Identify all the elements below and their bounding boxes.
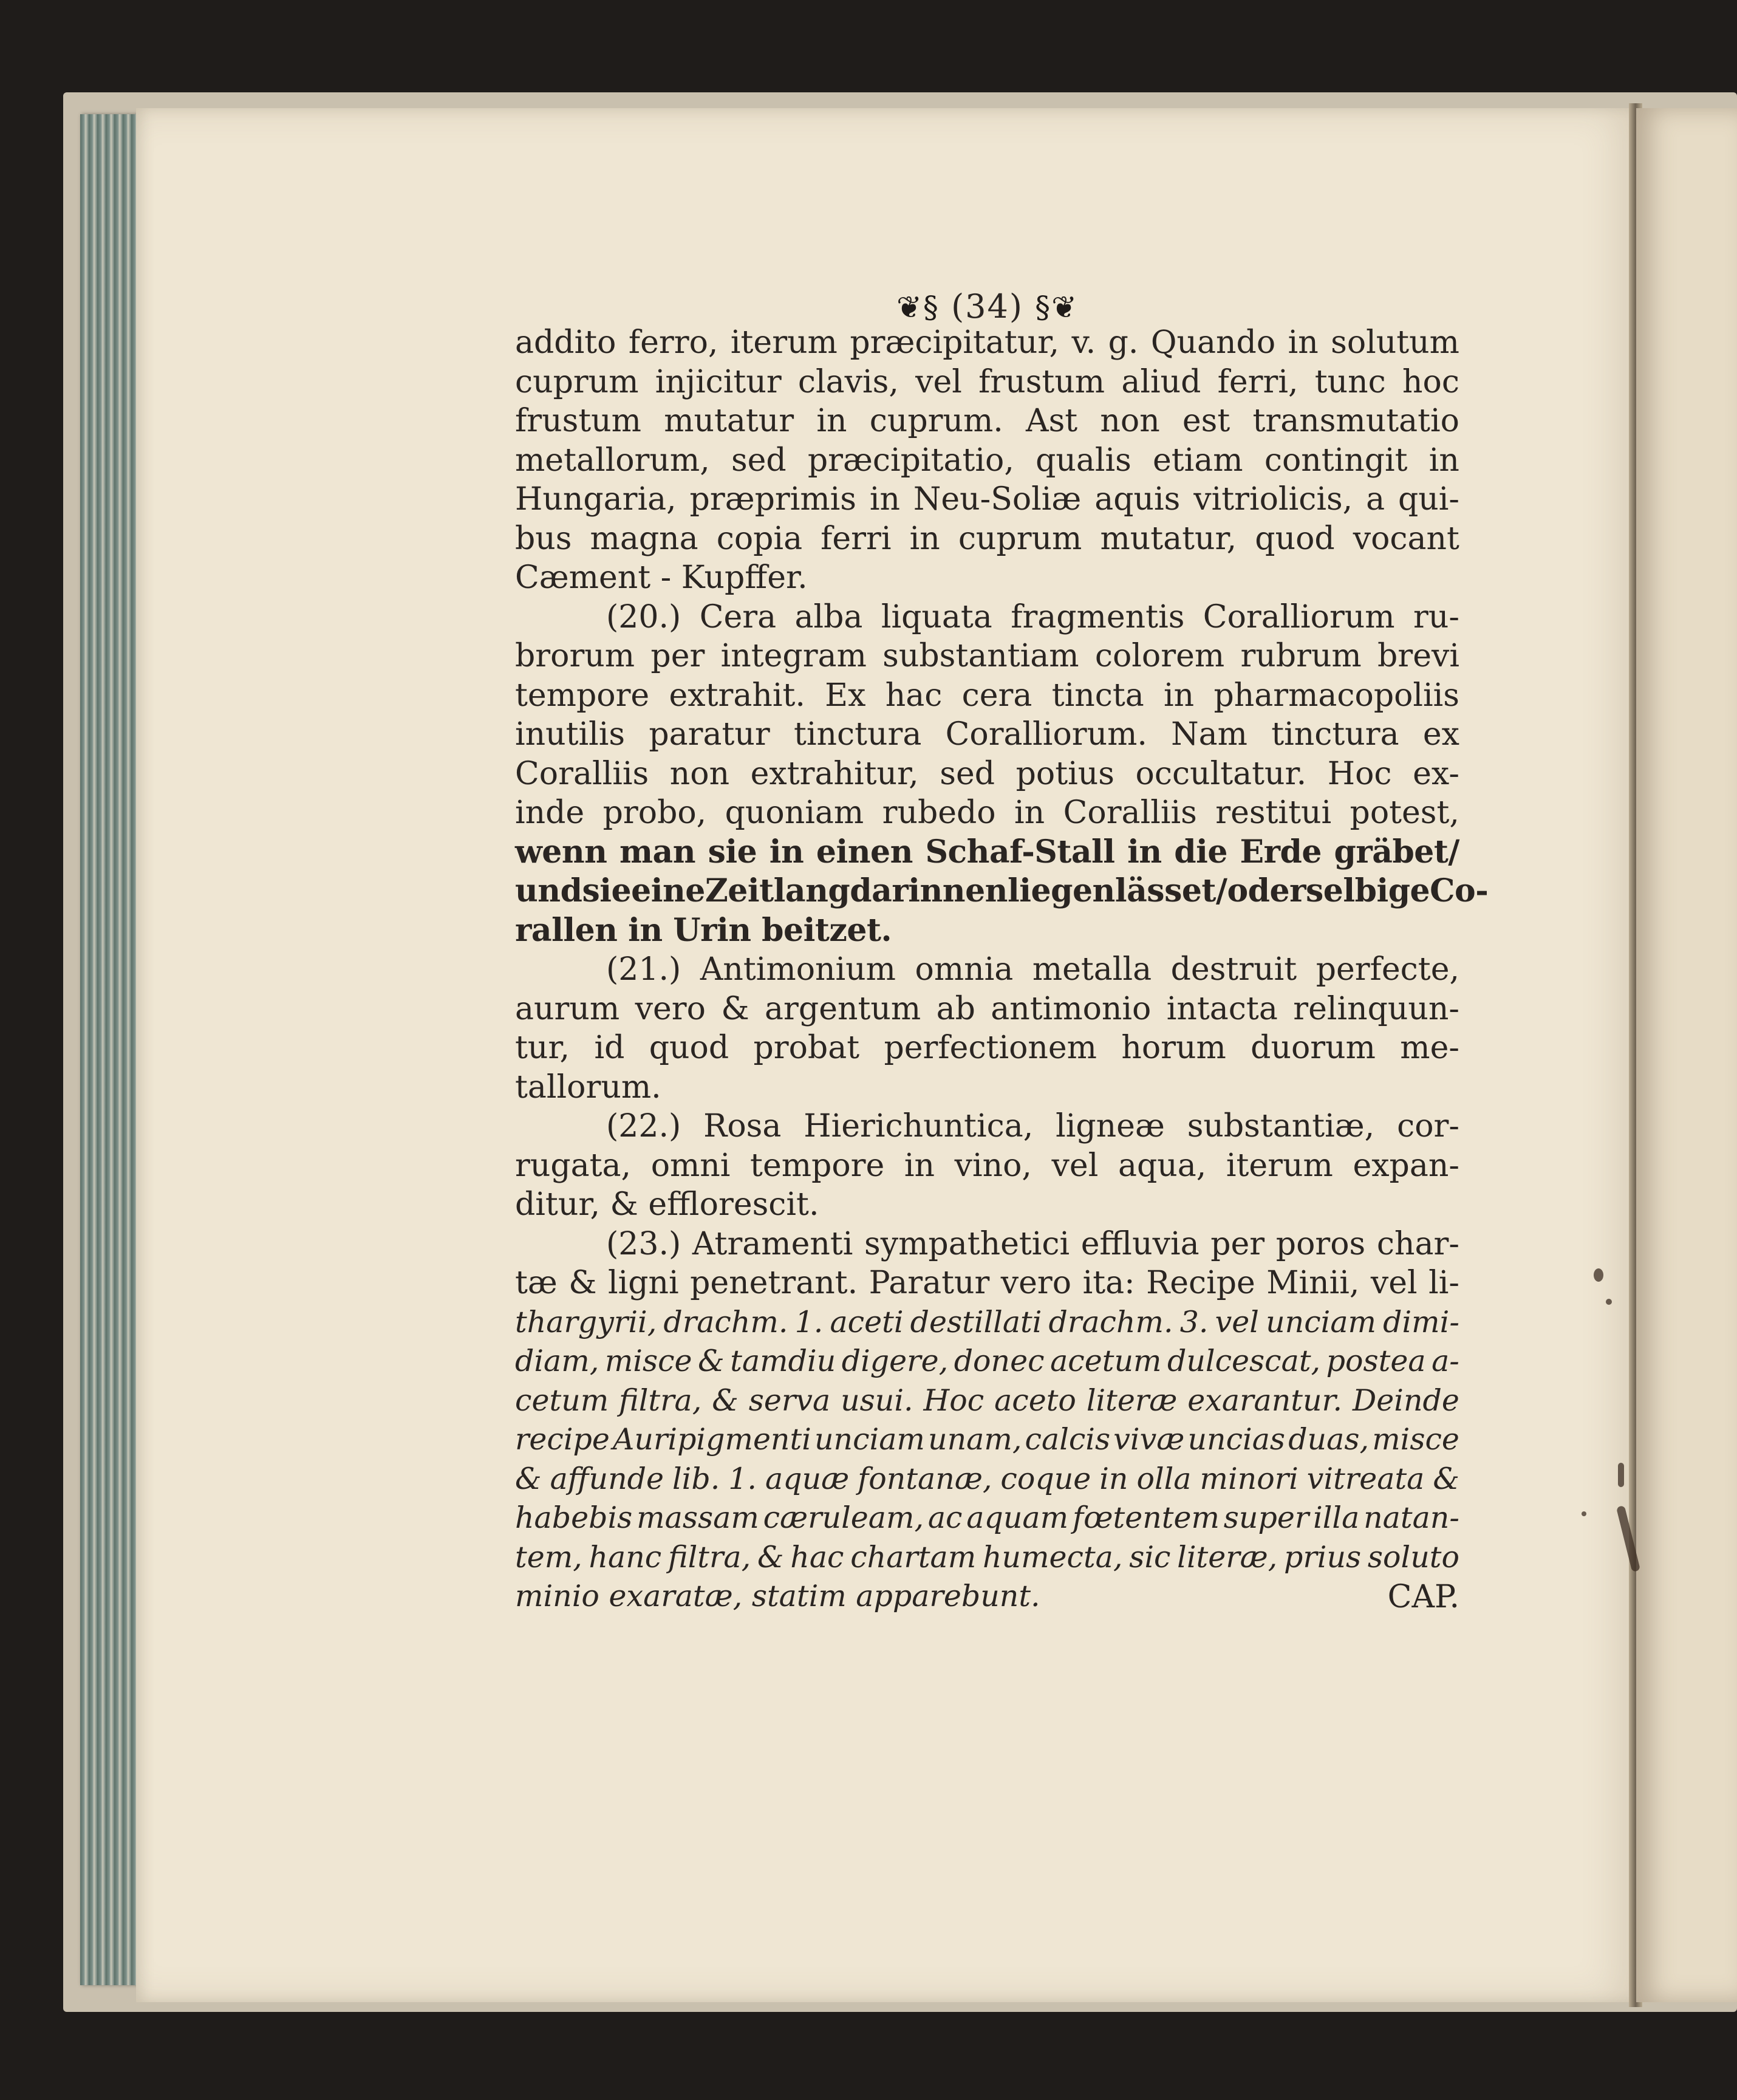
text-line: frustum mutatur in cuprum. Ast non est transmutatio [515,403,1459,439]
ink-stain [1618,1463,1624,1487]
ink-stain [1594,1268,1603,1282]
text-line: thargyrii, drachm. 1. aceti destillati drachm. 3. vel unciam dimi- [515,1304,1459,1339]
text-line: (20.) Cera alba liquata fragmentis Coralliorum ru- [606,598,1459,635]
text-line: wenn man sie in einen Schaf-Stall in die Erde gräbet/ [515,833,1459,870]
ink-stain [1606,1299,1612,1305]
text-line: minio exaratæ, statim apparebunt. [515,1579,1040,1613]
page-number: (34) [951,287,1023,326]
catchword: CAP. [1387,1578,1459,1615]
text-line: habebis massam cæruleam, ac aquam fœtentem super illa natan- [515,1500,1459,1535]
text-line: & affunde lib. 1. aquæ fontanæ, coque in olla minori vitreata & [515,1461,1459,1496]
text-line: cuprum injicitur clavis, vel frustum aliud ferri, tunc hoc [515,363,1459,400]
ink-stain [1582,1511,1586,1516]
text-line: Cæment - Kupffer. [515,559,808,596]
text-line: cetum filtra, & serva usui. Hoc aceto literæ exarantur. Deinde [515,1383,1459,1418]
text-line: tæ & ligni penetrant. Paratur vero ita: Recipe Minii, vel li- [515,1265,1459,1301]
text-line: bus magna copia ferri in cuprum mutatur, quod vocant [515,520,1459,557]
text-line: aurum vero & argentum ab antimonio intacta relinquun- [515,990,1459,1027]
text-line: (23.) Atramenti sympathetici effluvia per poros char- [606,1225,1459,1262]
text-line: brorum per integram substantiam colorem rubrum brevi [515,638,1459,674]
page-edges [80,114,141,1985]
text-line: tur, id quod probat perfectionem horum duorum me- [515,1030,1459,1066]
running-head [515,286,1459,328]
facing-page [1636,108,1737,2002]
text-line: rallen in Urin beitzet. [515,911,892,949]
fleuron-left-icon: ❦§ [896,290,940,325]
text-line: recipe Auripigmenti unciam unam, calcis vivæ uncias duas, misce [515,1422,1459,1457]
text-line: (21.) Antimonium omnia metalla destruit perfecte, [606,951,1459,988]
text-line: ditur, & efflorescit. [515,1186,819,1223]
text-line: metallorum, sed præcipitatio, qualis etiam contingit in [515,442,1459,479]
text-line: Hungaria, præprimis in Neu-Soliæ aquis vitriolicis, a qui- [515,481,1459,518]
text-line: und sie eine Zeitlang darinnen liegen lässet/ oder selbige Co- [515,872,1489,909]
text-line: (22.) Rosa Hierichuntica, ligneæ substantiæ, cor- [606,1108,1459,1144]
text-lines [515,323,1489,1616]
text-line: inutilis paratur tinctura Coralliorum. Nam tinctura ex [515,716,1459,753]
text-line: rugata, omni tempore in vino, vel aqua, iterum expan- [515,1147,1459,1184]
text-line: tallorum. [515,1069,661,1106]
text-line: Coralliis non extrahitur, sed potius occultatur. Hoc ex- [515,755,1459,792]
text-line: tempore extrahit. Ex hac cera tincta in pharmacopoliis [515,677,1459,714]
text-line: tem, hanc filtra, & hac chartam humecta, sic literæ, prius soluto [515,1539,1459,1575]
text-line: diam, misce & tamdiu digere, donec acetum dulcescat, postea a- [515,1344,1459,1378]
page-text [515,286,1489,1616]
fleuron-right-icon: §❦ [1035,290,1078,325]
text-line: addito ferro, iterum præcipitatur, v. g. Quando in solutum [515,324,1459,361]
text-line: inde probo, quoniam rubedo in Coralliis restitui potest, [515,795,1459,831]
